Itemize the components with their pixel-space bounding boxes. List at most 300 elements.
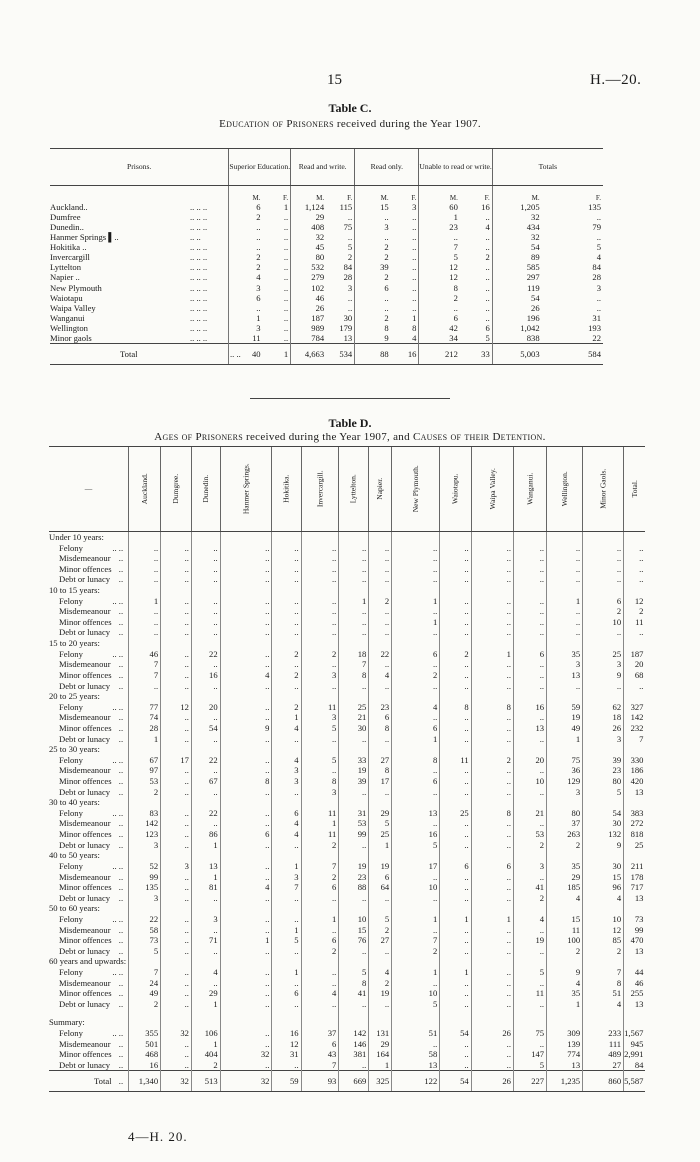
- table-d-cell: ..: [220, 893, 272, 904]
- table-d-cell: ..: [440, 627, 471, 638]
- offence-label: Misdemeanour: [59, 818, 111, 829]
- table-d-cell: 85: [583, 935, 624, 946]
- col-header-label: Minor Gaols.: [598, 469, 608, 509]
- col-header: [339, 447, 369, 532]
- table-d-cell: 139: [547, 1039, 583, 1050]
- offence-name: [49, 553, 129, 564]
- table-c-cell: ..: [283, 272, 289, 283]
- leader-dots: ..: [118, 1049, 124, 1060]
- empty-cell: [513, 744, 546, 755]
- offence-name: [49, 861, 129, 872]
- table-d-cell: ..: [624, 543, 646, 554]
- table-d-cell: 5: [513, 1060, 546, 1071]
- empty-cell: [440, 850, 471, 861]
- table-d-cell: 13: [547, 1060, 583, 1071]
- leader-dots: ..: [118, 786, 124, 797]
- table-d-cell: 263: [547, 829, 583, 840]
- table-d-cell: ..: [547, 574, 583, 585]
- empty-cell: [272, 1017, 301, 1028]
- offence-name: [49, 1049, 129, 1060]
- table-d-cell: ..: [471, 787, 513, 798]
- empty-cell: [161, 691, 192, 702]
- leader-dots: .. ..: [112, 966, 124, 977]
- table-d-total-cell: 1,340: [129, 1071, 161, 1092]
- empty-cell: [301, 1017, 339, 1028]
- prison-name: [50, 212, 229, 222]
- table-c-cell: 2: [347, 252, 353, 263]
- table-c-cell: ..: [596, 292, 601, 303]
- table-c-cell: ..: [485, 302, 490, 313]
- empty-cell: [220, 532, 272, 543]
- table-c-cell: 3: [347, 282, 353, 293]
- offence-label: Debt or lunacy: [59, 574, 111, 585]
- empty-cell: [392, 850, 440, 861]
- spacer-row: [49, 1009, 645, 1017]
- leader-dots: ..: [118, 606, 124, 617]
- table-d-cell: ..: [129, 564, 161, 575]
- table-c-subheader-row: [50, 186, 603, 203]
- table-c-cell: 408: [291, 222, 327, 232]
- table-c-cell: ..: [283, 332, 289, 343]
- table-d-cell: 1: [547, 596, 583, 607]
- table-d-cell: ..: [624, 574, 646, 585]
- table-d-cell: 8: [220, 776, 272, 787]
- table-d-cell: ..: [339, 617, 369, 628]
- leader-dots: ..: [118, 977, 124, 988]
- table-d-subtitle-c: Causes of their Detention: [412, 431, 543, 443]
- table-d-cell: ..: [471, 627, 513, 638]
- table-c-cell: 8: [419, 283, 460, 293]
- table-d-cell: 4: [272, 755, 301, 766]
- table-d-cell: 37: [301, 1028, 339, 1039]
- offence-label: Misdemeanour: [59, 765, 111, 776]
- offence-label: Minor offences: [59, 988, 112, 999]
- table-d-cell: ..: [440, 712, 471, 723]
- table-d-cell: 2: [301, 872, 339, 883]
- table-d-cell: 187: [624, 649, 646, 660]
- empty-cell: [129, 903, 161, 914]
- empty-cell: [220, 1017, 272, 1028]
- table-d-cell: ..: [471, 765, 513, 776]
- table-d-cell: 29: [369, 808, 392, 819]
- table-d-cell: 13: [624, 893, 646, 904]
- offence-row: [49, 808, 645, 819]
- leader-dots: .. .. ..: [190, 272, 208, 283]
- leader-dots: ..: [118, 988, 124, 999]
- offence-row: [49, 649, 645, 660]
- spacer-cell: [301, 1009, 339, 1017]
- leader-dots: .. ..: [112, 807, 124, 818]
- table-d-cell: 46: [624, 978, 646, 989]
- table-d-cell: 2: [272, 649, 301, 660]
- table-d-cell: 13: [547, 670, 583, 681]
- table-d-cell: 2: [191, 1060, 220, 1071]
- table-d-cell: 1: [392, 617, 440, 628]
- offence-row: [49, 627, 645, 638]
- offence-name: [49, 914, 129, 925]
- table-d-total-cell: 122: [392, 1071, 440, 1092]
- table-c-cell: 135: [588, 201, 601, 212]
- table-d-cell: 30: [583, 861, 624, 872]
- table-d-cell: ..: [220, 734, 272, 745]
- table-c-cell: 2: [355, 313, 391, 323]
- empty-cell: [547, 850, 583, 861]
- table-d-cell: ..: [440, 564, 471, 575]
- leader-dots: ..: [118, 627, 124, 638]
- offence-label: Minor offences: [59, 1049, 112, 1060]
- table-d-cell: 4: [272, 829, 301, 840]
- table-d-cell: 28: [129, 723, 161, 734]
- col-header: [301, 447, 339, 532]
- table-c-cell: 196: [492, 313, 541, 323]
- table-d-cell: ..: [339, 574, 369, 585]
- table-d-cell: ..: [272, 999, 301, 1010]
- prison-name: [50, 242, 229, 252]
- table-d-cell: 16: [392, 829, 440, 840]
- table-d-cell: 44: [624, 967, 646, 978]
- table-d-cell: ..: [161, 999, 192, 1010]
- table-d-cell: 8: [339, 978, 369, 989]
- offence-row: [49, 734, 645, 745]
- offence-label: Felony: [59, 595, 83, 606]
- table-d-cell: ..: [220, 765, 272, 776]
- table-d-cell: 3: [272, 765, 301, 776]
- table-d-cell: 99: [624, 925, 646, 936]
- table-d-cell: ..: [471, 882, 513, 893]
- table-c-cell: 80: [291, 252, 327, 262]
- table-c-cell: 26: [291, 303, 327, 313]
- table-c-cell: 784: [291, 333, 327, 344]
- table-d-cell: ..: [547, 681, 583, 692]
- table-d-cell: ..: [272, 659, 301, 670]
- offence-label: Felony: [59, 701, 83, 712]
- table-c-cell: 45: [291, 242, 327, 252]
- col-header-label: Auckland.: [139, 473, 149, 505]
- table-d-cell: ..: [301, 596, 339, 607]
- age-group-row: [49, 850, 645, 861]
- empty-cell: [191, 532, 220, 543]
- empty-cell: [513, 797, 546, 808]
- table-d-cell: 12: [583, 925, 624, 936]
- table-d-cell: 22: [191, 755, 220, 766]
- table-c-cell: 75: [343, 221, 353, 232]
- prison-name-label: New Plymouth: [50, 282, 102, 293]
- table-d-cell: 13: [513, 723, 546, 734]
- offence-label: Debt or lunacy: [59, 680, 111, 691]
- table-c-cell: 28: [343, 272, 353, 283]
- table-d-cell: 18: [339, 649, 369, 660]
- prison-name-label: Dunedin..: [50, 221, 84, 232]
- table-c-row: [50, 303, 603, 313]
- table-d-cell: 7: [583, 967, 624, 978]
- table-d-cell: 2: [369, 925, 392, 936]
- offence-row: [49, 967, 645, 978]
- empty-cell: [513, 638, 546, 649]
- empty-cell: [583, 585, 624, 596]
- table-d-cell: 36: [547, 765, 583, 776]
- offence-label: Minor offences: [59, 935, 112, 946]
- table-c-cell: ..: [485, 262, 490, 273]
- table-d-cell: 233: [583, 1028, 624, 1039]
- empty-cell: [301, 585, 339, 596]
- table-d-cell: 2: [471, 755, 513, 766]
- table-d-cell: 5: [301, 723, 339, 734]
- table-d-cell: ..: [471, 574, 513, 585]
- offence-row: [49, 574, 645, 585]
- table-d-cell: ..: [272, 893, 301, 904]
- empty-cell: [301, 532, 339, 543]
- offence-row: [49, 553, 645, 564]
- table-c-cell: ..: [355, 212, 391, 222]
- table-c-total-cell: 40: [229, 344, 263, 365]
- table-d-cell: ..: [161, 564, 192, 575]
- table-c-subtitle: [0, 118, 700, 130]
- table-d-cell: 1: [547, 999, 583, 1010]
- table-c-total-cell: 88: [355, 344, 391, 365]
- table-d-cell: ..: [161, 617, 192, 628]
- offence-name: [49, 564, 129, 575]
- table-d-cell: ..: [624, 681, 646, 692]
- offence-name: [49, 574, 129, 585]
- prison-name: [50, 283, 229, 293]
- table-d-cell: 2: [301, 946, 339, 957]
- col-header-label: New Plymouth.: [410, 465, 420, 513]
- table-c-subheader: M.: [492, 186, 541, 203]
- empty-cell: [220, 903, 272, 914]
- table-d-cell: 186: [624, 765, 646, 776]
- table-d-cell: 6: [272, 808, 301, 819]
- table-d-cell: ..: [440, 999, 471, 1010]
- table-d-cell: 142: [129, 818, 161, 829]
- empty-cell: [272, 691, 301, 702]
- leader-dots: ..: [118, 680, 124, 691]
- table-d-cell: ..: [440, 543, 471, 554]
- empty-cell: [392, 638, 440, 649]
- table-d-cell: 7: [301, 861, 339, 872]
- table-d-cell: 17: [161, 755, 192, 766]
- table-d-cell: ..: [392, 872, 440, 883]
- table-c-subheader: M.: [229, 186, 263, 203]
- table-d-cell: 2: [369, 596, 392, 607]
- table-d-cell: 1,567: [624, 1028, 644, 1039]
- table-d-total-cell: 325: [369, 1071, 392, 1092]
- table-d-cell: ..: [220, 553, 272, 564]
- offence-row: [49, 787, 645, 798]
- table-d-cell: 3: [272, 776, 301, 787]
- leader-dots: .. ..: [112, 701, 124, 712]
- offence-name: [49, 1028, 129, 1039]
- table-c-cell: 5: [347, 242, 353, 253]
- table-d-cell: ..: [583, 681, 624, 692]
- empty-cell: [471, 744, 513, 755]
- empty-cell: [129, 638, 161, 649]
- table-d-cell: 17: [369, 776, 392, 787]
- table-d-cell: ..: [471, 596, 513, 607]
- table-c-row: [50, 202, 603, 212]
- empty-cell: [129, 956, 161, 967]
- table-d-cell: ..: [191, 617, 220, 628]
- empty-cell: [272, 903, 301, 914]
- table-d-cell: 4: [547, 978, 583, 989]
- empty-cell: [161, 585, 192, 596]
- table-c-cell: ..: [412, 292, 417, 303]
- table-d-cell: ..: [301, 553, 339, 564]
- table-d-cell: ..: [161, 1039, 192, 1050]
- table-d-cell: 3: [161, 861, 192, 872]
- table-d-cell: 468: [129, 1049, 161, 1060]
- table-c-cell: 32: [291, 232, 327, 242]
- empty-cell: [624, 532, 646, 543]
- table-d-cell: 49: [547, 723, 583, 734]
- table-d-cell: ..: [471, 893, 513, 904]
- offence-label: Felony: [59, 860, 83, 871]
- table-d-cell: ..: [220, 808, 272, 819]
- table-c-cell: ..: [412, 221, 417, 232]
- table-c-cell: ..: [412, 282, 417, 293]
- table-d-cell: 2: [547, 840, 583, 851]
- table-c-cell: 297: [492, 273, 541, 283]
- table-d-cell: 6: [301, 935, 339, 946]
- prison-name-label: Wanganui: [50, 312, 85, 323]
- offence-name: [49, 925, 129, 936]
- col-totals: Totals: [492, 149, 603, 186]
- table-c-cell: ..: [412, 302, 417, 313]
- table-d-cell: 99: [339, 829, 369, 840]
- leader-dots: ..: [118, 1076, 124, 1087]
- table-d-cell: 75: [513, 1028, 546, 1039]
- offence-label: Misdemeanour: [59, 712, 111, 723]
- table-d-cell: 3: [301, 787, 339, 798]
- table-d-cell: 4: [191, 967, 220, 978]
- table-d-cell: ..: [220, 712, 272, 723]
- table-d-cell: ..: [440, 818, 471, 829]
- offence-name: [49, 712, 129, 723]
- age-group-label: 10 to 15 years:: [49, 585, 100, 596]
- table-c-cell: ..: [283, 221, 289, 232]
- table-d-cell: 1: [191, 872, 220, 883]
- table-d-cell: 97: [129, 765, 161, 776]
- table-d-cell: 7: [129, 670, 161, 681]
- table-d-cell: ..: [161, 1049, 192, 1060]
- table-d-cell: ..: [547, 553, 583, 564]
- table-d-cell: 73: [129, 935, 161, 946]
- table-c-cell: ..: [596, 211, 601, 222]
- table-d-cell: ..: [161, 543, 192, 554]
- table-d-cell: 32: [220, 1049, 272, 1060]
- table-d-cell: ..: [547, 543, 583, 554]
- table-d-cell: 7: [272, 882, 301, 893]
- table-d-cell: 30: [339, 723, 369, 734]
- table-c-cell: 3: [355, 222, 391, 232]
- table-c-cell: 5: [596, 242, 601, 253]
- spacer-cell: [220, 1009, 272, 1017]
- table-c-cell: 585: [492, 263, 541, 273]
- table-c-cell: ..: [485, 292, 490, 303]
- table-c-cell: 7: [419, 242, 460, 252]
- table-c-cell: 3: [596, 282, 601, 293]
- table-d-cell: 4: [301, 988, 339, 999]
- empty-cell: [440, 532, 471, 543]
- table-d-cell: ..: [392, 553, 440, 564]
- table-c-cell: 102: [291, 283, 327, 293]
- spacer-cell: [624, 1009, 646, 1017]
- table-c-cell: 1,042: [492, 323, 541, 333]
- age-group-label: 60 years and upwards:: [49, 956, 127, 967]
- offence-label: Minor offences: [59, 829, 112, 840]
- table-c-subheader: M.: [355, 186, 391, 203]
- table-d-cell: 1: [471, 914, 513, 925]
- table-d-cell: ..: [392, 681, 440, 692]
- table-c-cell: ..: [283, 292, 289, 303]
- table-c-cell: ..: [419, 303, 460, 313]
- table-d-cell: 13: [624, 946, 646, 957]
- table-d-cell: 35: [547, 649, 583, 660]
- offence-name: [49, 681, 129, 692]
- spacer-cell: [440, 1009, 471, 1017]
- table-d-cell: 327: [624, 702, 646, 713]
- table-d-cell: 15: [339, 925, 369, 936]
- offence-label: Misdemeanour: [59, 1038, 111, 1049]
- table-d-cell: ..: [369, 734, 392, 745]
- empty-cell: [272, 744, 301, 755]
- table-d-cell: ..: [301, 681, 339, 692]
- total-label: Total: [94, 1076, 112, 1087]
- table-d-cell: 26: [471, 1028, 513, 1039]
- spacer-cell: [49, 1009, 129, 1017]
- table-d-cell: 2: [583, 606, 624, 617]
- table-d-cell: 8: [339, 670, 369, 681]
- leader-dots: ..: [118, 712, 124, 723]
- table-d-cell: ..: [191, 946, 220, 957]
- table-d-cell: ..: [513, 925, 546, 936]
- prison-name-label: Auckland..: [50, 201, 88, 212]
- col-read-and-write: Read and write.: [291, 149, 355, 186]
- table-d-cell: ..: [471, 723, 513, 734]
- table-d-cell: 59: [547, 702, 583, 713]
- table-d-cell: ..: [440, 925, 471, 936]
- table-c-cell: 8: [355, 323, 391, 333]
- table-d-subtitle-a: Ages of Prisoners: [154, 431, 243, 443]
- table-d-cell: ..: [440, 872, 471, 883]
- table-c-cell: 3: [229, 323, 263, 333]
- empty-cell: [369, 850, 392, 861]
- empty-cell: [392, 956, 440, 967]
- table-c-subheader: F.: [411, 194, 417, 202]
- empty-cell: [440, 638, 471, 649]
- offence-label: Misdemeanour: [59, 553, 111, 564]
- table-d-cell: ..: [161, 914, 192, 925]
- table-d-cell: ..: [547, 564, 583, 575]
- table-d-cell: 12: [161, 702, 192, 713]
- table-d-cell: 330: [624, 755, 646, 766]
- table-d-cell: 49: [129, 988, 161, 999]
- table-d-cell: 23: [339, 872, 369, 883]
- table-d-cell: ..: [220, 818, 272, 829]
- table-d-cell: ..: [339, 681, 369, 692]
- table-d-cell: ..: [513, 617, 546, 628]
- table-c-cell: 3: [229, 283, 263, 293]
- empty-cell: [583, 850, 624, 861]
- table-d-cell: 1: [191, 1039, 220, 1050]
- table-d-cell: ..: [161, 681, 192, 692]
- empty-cell: [161, 850, 192, 861]
- empty-cell: [547, 1017, 583, 1028]
- leader-dots: .. .. ..: [190, 282, 208, 293]
- table-d-cell: 6: [440, 861, 471, 872]
- table-d-cell: 5: [369, 818, 392, 829]
- leader-dots: .. .. ..: [190, 332, 208, 343]
- table-d-cell: 67: [129, 755, 161, 766]
